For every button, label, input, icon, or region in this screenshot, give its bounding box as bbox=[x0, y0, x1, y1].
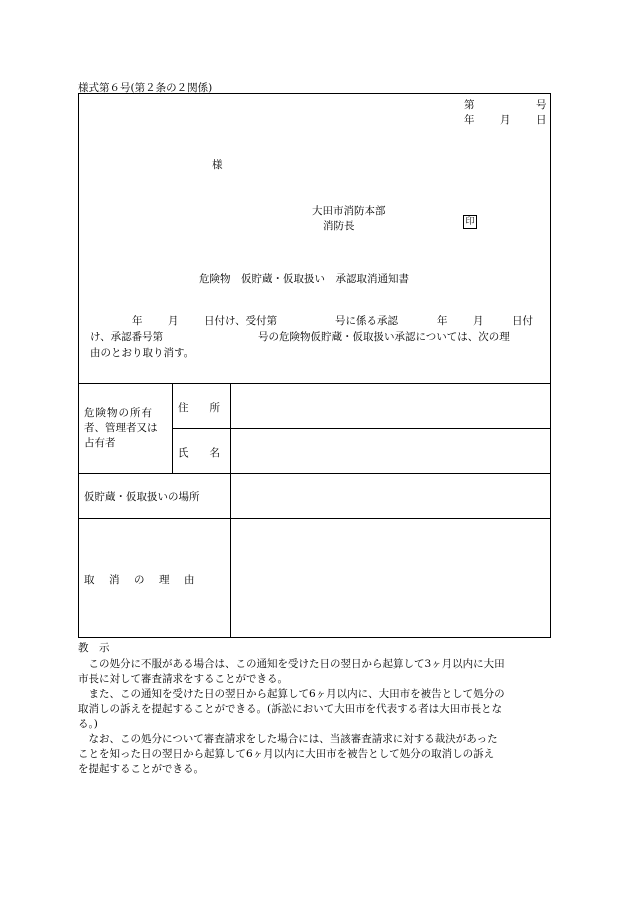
name-label: 氏 名 bbox=[178, 447, 220, 459]
issuer-org: 大田市消防本部 bbox=[312, 205, 386, 217]
body-month-2: 月 bbox=[473, 315, 484, 327]
number-suffix: 号 bbox=[536, 99, 547, 111]
notice-title: 危険物 仮貯蔵・仮取扱い 承認取消通知書 bbox=[199, 273, 409, 285]
instruction-p2a: また、この通知を受けた日の翌日から起算して6ヶ月以内に、大田市を被告として処分の bbox=[78, 688, 505, 700]
date-day: 日 bbox=[536, 114, 547, 126]
instruction-p3c: を提起することができる。 bbox=[78, 763, 204, 775]
instruction-p2c: る。) bbox=[78, 718, 98, 730]
body-line2-start: け、承認番号第 bbox=[90, 331, 164, 343]
body-dated-1: 日付け、受付第 bbox=[204, 315, 278, 327]
address-bottom-border bbox=[172, 428, 551, 429]
body-year-2: 年 bbox=[437, 315, 448, 327]
number-prefix: 第 bbox=[464, 99, 475, 111]
seal-mark: 印 bbox=[463, 215, 477, 229]
owner-label-divider bbox=[172, 383, 173, 473]
location-label: 仮貯蔵・仮取扱いの場所 bbox=[84, 491, 200, 503]
owner-label-3: 占有者 bbox=[84, 437, 116, 449]
instruction-p1a: この処分に不服がある場合は、この通知を受けた日の翌日から起算して3ヶ月以内に大田 bbox=[78, 658, 505, 670]
body-year-1: 年 bbox=[132, 315, 143, 327]
recipient-suffix: 様 bbox=[212, 159, 223, 171]
instruction-p3a: なお、この処分について審査請求をした場合には、当該審査請求に対する裁決があった bbox=[78, 733, 498, 745]
form-box bbox=[78, 93, 551, 638]
body-line3: 由のとおり取り消す。 bbox=[90, 347, 195, 359]
owner-bottom-border bbox=[78, 473, 551, 474]
body-dated-2: 日付 bbox=[512, 315, 533, 327]
body-approval-ref: 号に係る承認 bbox=[335, 315, 398, 327]
table-top-border bbox=[78, 383, 551, 384]
body-line2-rest: 号の危険物仮貯蔵・仮取扱い承認については、次の理 bbox=[258, 331, 510, 343]
instruction-p2b: 取消しの訴えを提起することができる。(訴訟において大田市を代表する者は大田市長とな bbox=[78, 703, 503, 715]
date-year: 年 bbox=[464, 114, 475, 126]
instruction-p3b: ことを知った日の翌日から起算して6ヶ月以内に大田市を被告として処分の取消しの訴え bbox=[78, 748, 495, 760]
location-bottom-border bbox=[78, 518, 551, 519]
instruction-heading: 教 示 bbox=[78, 642, 110, 654]
value-column-divider bbox=[230, 383, 231, 638]
instruction-p1b: 市長に対して審査請求をすることができる。 bbox=[78, 673, 288, 685]
owner-label-1: 危険物の所有 bbox=[84, 407, 153, 419]
reason-label: 取 消 の 理 由 bbox=[84, 574, 197, 586]
address-label: 住 所 bbox=[178, 402, 220, 414]
body-month-1: 月 bbox=[168, 315, 179, 327]
date-month: 月 bbox=[500, 114, 511, 126]
issuer-title: 消防長 bbox=[323, 220, 355, 232]
form-title: 様式第６号(第２条の２関係) bbox=[78, 82, 213, 94]
owner-label-2: 者、管理者又は bbox=[84, 422, 158, 434]
